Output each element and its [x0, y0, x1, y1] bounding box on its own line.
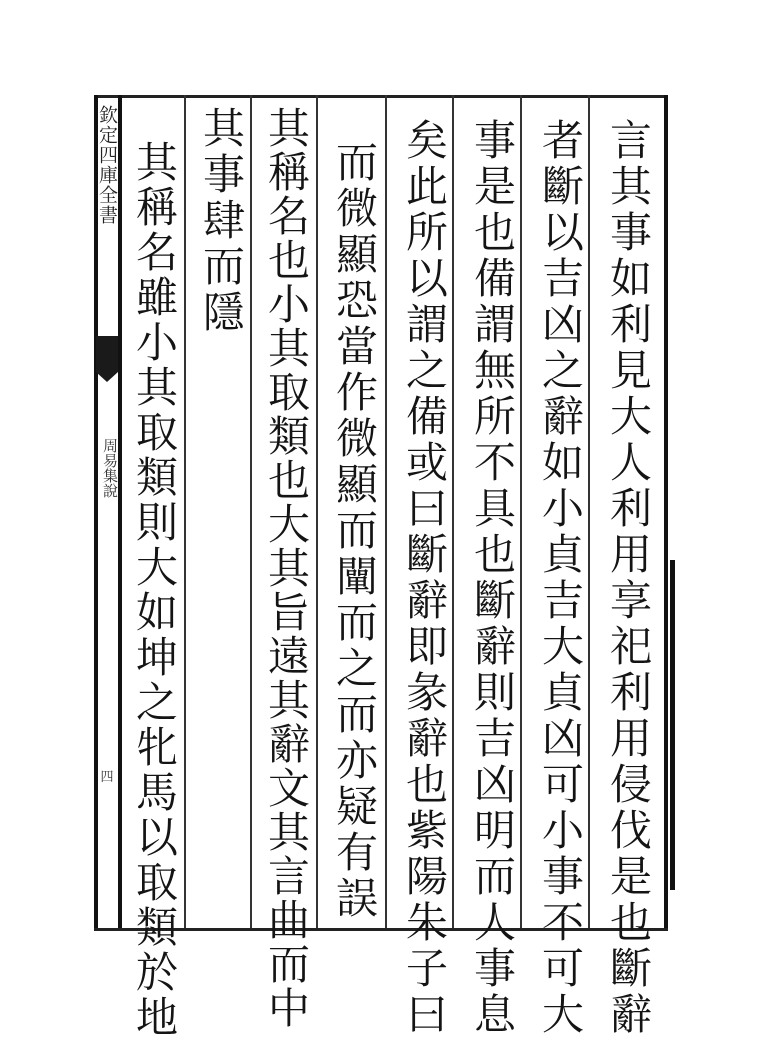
margin-collection-title: 欽定四庫全書	[96, 105, 118, 225]
text-column-2	[528, 118, 592, 1038]
column-text: 者斷以吉凶之辭如小貞吉大貞凶可小事不可大	[536, 118, 585, 1038]
column-text: 其事肆而隱	[197, 106, 246, 336]
column-text: 言其事如利見大人利用享祀利用侵伐是也斷辭	[604, 118, 653, 1038]
text-column-8	[122, 140, 186, 1040]
text-column-5	[322, 140, 386, 922]
margin-page-number: 四	[100, 770, 114, 785]
text-column-6	[255, 106, 319, 1030]
text-column-1	[596, 118, 660, 1038]
column-rule	[664, 95, 668, 928]
text-column-7	[189, 106, 253, 336]
column-text: 其稱名也小其取類也大其旨遠其辭文其言曲而中	[262, 106, 311, 1030]
column-text: 矣此所以謂之備或曰斷辭即彖辭也紫陽朱子曰	[400, 118, 449, 1038]
column-text: 事是也備謂無所不具也斷辭則吉凶明而人事息	[468, 118, 517, 1038]
text-column-3	[460, 118, 524, 1038]
margin-book-title: 周易集說	[101, 438, 119, 498]
fishtail-mark-icon	[96, 336, 118, 372]
column-text: 其稱名雖小其取類則大如坤之牝馬以取類於地	[130, 140, 179, 1040]
text-column-4	[392, 118, 456, 1038]
scan-edge	[670, 560, 675, 890]
column-text: 而微顯恐當作微顯而闡而之而亦疑有誤	[330, 140, 379, 922]
